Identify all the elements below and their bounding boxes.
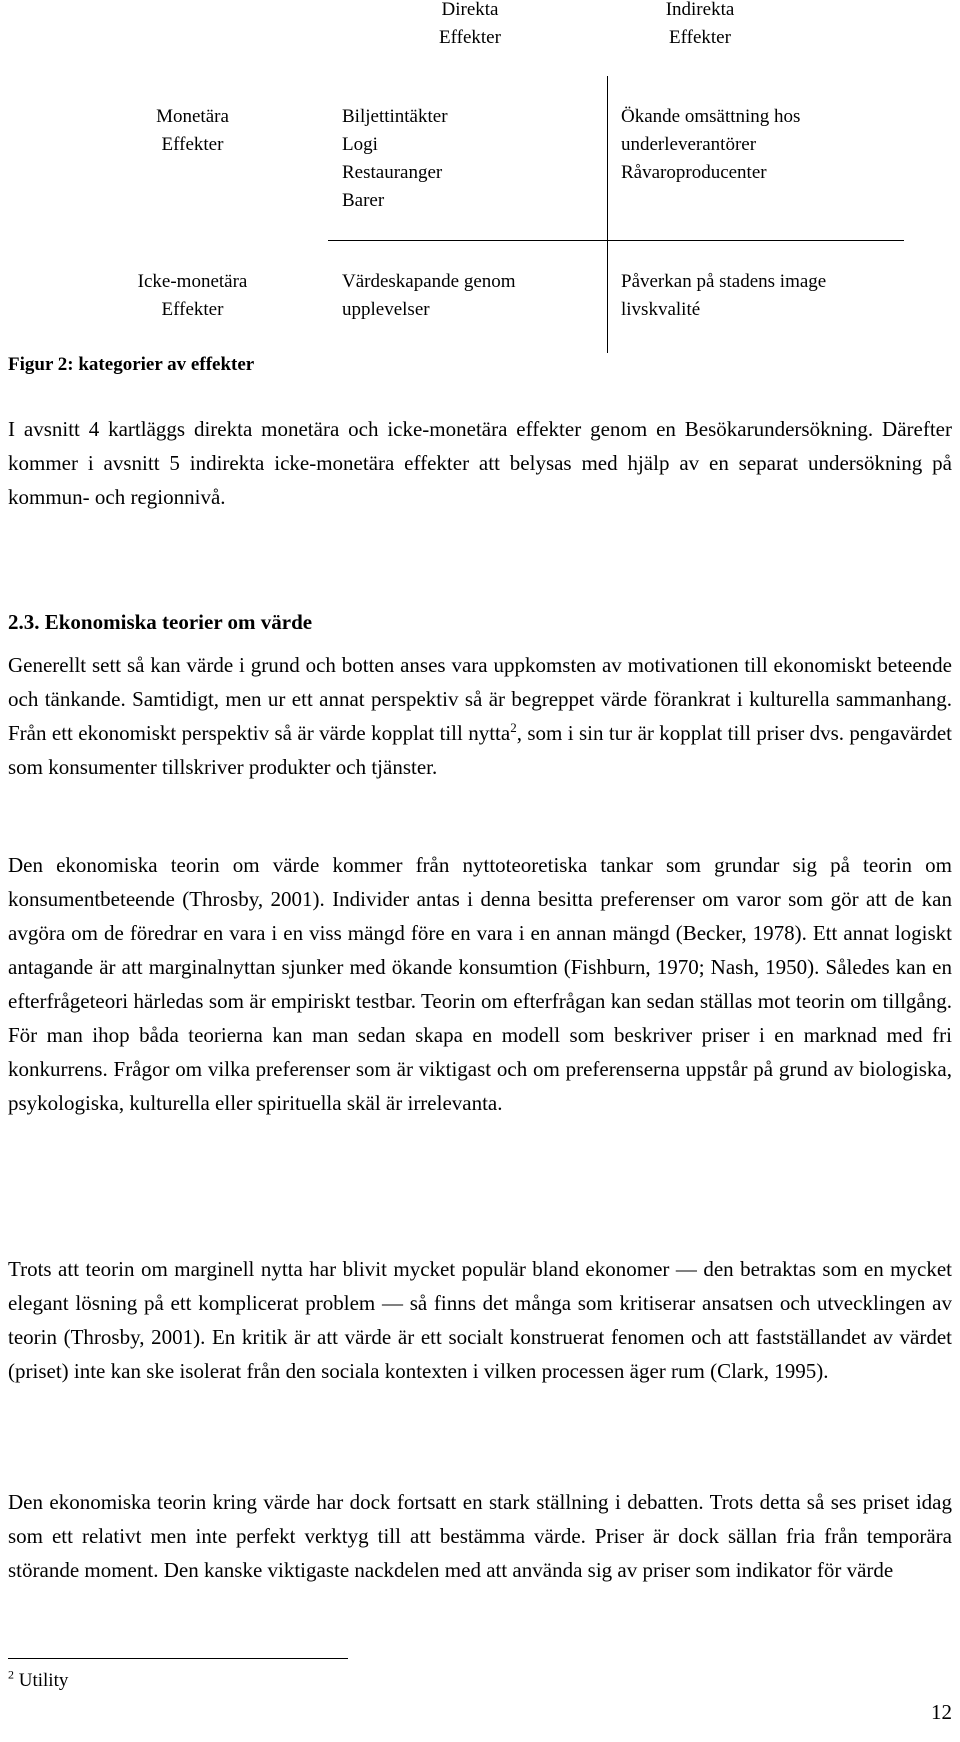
cell-indirect-monetary: Ökande omsättning hos underleverantörer Råvaroproducenter bbox=[621, 106, 801, 183]
cell-direct-non-monetary: Värdeskapande genom upplevelser bbox=[342, 271, 516, 320]
paragraph-3-text: Trots att teorin om marginell nytta har blivit mycket populär bland ekonomer — den betraktas som en mycket elegant lösning på ett komplicerat problem — så finns det många som kritiserar ansatsen och utvecklingen av teorin (Throsby, 2001). En kritik är att värde är ett socialt konstruerat fenomen och att fastställandet av värdet (priset) inte kan ske isolerat från den sociala kontexten i vilken processen äger rum (Clark, 1995). bbox=[8, 1257, 952, 1383]
column-header-indirect: Indirekta Effekter bbox=[665, 0, 735, 48]
page-number: 12 bbox=[931, 1700, 952, 1724]
figure-caption: Figur 2: kategorier av effekter bbox=[8, 354, 255, 375]
paragraph-1-text-b: , som i sin tur är kopplat till priser dvs. pengavärdet som konsumenter tillskriver produkter och tjänster. bbox=[8, 721, 952, 779]
paragraph-2-text: Den ekonomiska teorin om värde kommer från nyttoteoretiska tankar som grundar sig på teorin om konsumentbeteende (Throsby, 2001). Individer antas i denna besitta preferenser om varor som gör att de kan avgöra om de föredrar en vara i en viss mängd före en vara i en annan mängd (Becker, 1978). Ett annat logiskt antagande är att marginalnyttan sjunker med ökande konsumtion (Fishburn, 1970; Nash, 1950). Således kan en efterfrågeteori härledas som är empiriskt testbar. Teorin om efterfrågan kan sedan ställas mot teorin om tillgång. För man ihop båda teorierna kan man sedan skapa en modell som beskriver priser i en marknad med fri konkurrens. Frågor om vilka preferenser som är viktigast och om preferenserna uppstår på grund av biologiska, psykologiska, kulturella eller spirituella skäl är irrelevanta. bbox=[8, 853, 952, 1115]
diagram-horizontal-axis bbox=[328, 240, 904, 241]
paragraph-2 bbox=[8, 848, 952, 1120]
paragraph-4 bbox=[8, 1485, 952, 1587]
footnote-text: Utility bbox=[18, 1670, 69, 1691]
diagram-vertical-axis bbox=[607, 76, 608, 353]
paragraph-3 bbox=[8, 1252, 952, 1388]
footnote bbox=[8, 1667, 69, 1692]
column-header-direct: Direkta Effekter bbox=[439, 0, 501, 48]
intro-paragraph bbox=[8, 412, 952, 514]
cell-indirect-non-monetary: Påverkan på stadens image livskvalité bbox=[621, 271, 827, 320]
footnote-marker: 2 bbox=[8, 1667, 14, 1682]
footnote-separator bbox=[8, 1658, 348, 1659]
cell-direct-monetary: Biljettintäkter Logi Restauranger Barer bbox=[342, 106, 448, 211]
row-label-non-monetary: Icke-monetära Effekter bbox=[137, 271, 248, 320]
section-heading: 2.3. Ekonomiska teorier om värde bbox=[8, 610, 313, 634]
paragraph-1-text-a: Generellt sett så kan värde i grund och botten anses vara uppkomsten av motivationen till ekonomiskt beteende och tänkande. Samtidigt, men ur ett annat perspektiv så är begreppet värde förankrat i kulturella sammanhang. Från ett ekonomiskt perspektiv så är värde kopplat till nytta bbox=[8, 653, 952, 745]
intro-paragraph-text: I avsnitt 4 kartläggs direkta monetära och icke-monetära effekter genom en Besökarundersökning. Därefter kommer i avsnitt 5 indirekta icke-monetära effekter att belysas med hjälp av en separat undersökning på kommun- och regionnivå. bbox=[8, 417, 952, 509]
paragraph-4-text: Den ekonomiska teorin kring värde har dock fortsatt en stark ställning i debatten. Trots detta så ses priset idag som ett relativt men inte perfekt verktyg till att bestämma värde. Priser är dock sällan fria från temporära störande moment. Den kanske viktigaste nackdelen med att använda sig av priser som indikator för värde bbox=[8, 1490, 952, 1582]
footnote-ref: 2 bbox=[510, 720, 517, 735]
row-label-monetary: Monetära Effekter bbox=[156, 106, 229, 155]
paragraph-1 bbox=[8, 648, 952, 784]
